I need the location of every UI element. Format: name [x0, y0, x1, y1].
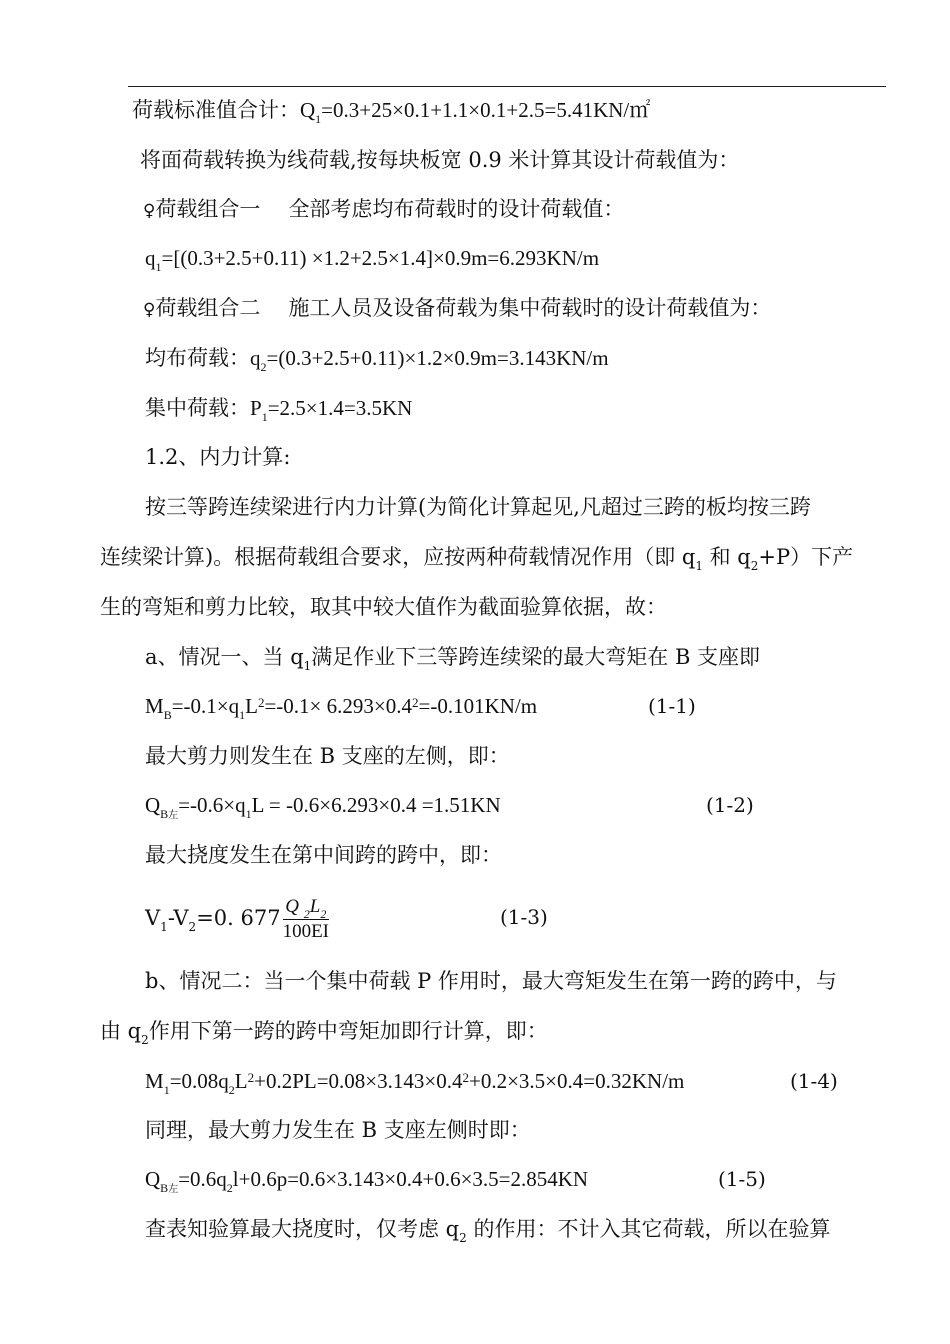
section-heading: 1.2、内力计算:: [145, 445, 291, 469]
paragraph-line: 按三等跨连续梁进行内力计算(为简化计算起见,凡超过三跨的板均按三跨: [145, 495, 811, 519]
equation-number: (1-2): [706, 793, 754, 817]
formula: $q_2=(0.3+2.5+0.11)\times 1.2\times 0.9m=3.143KN/m$: [250, 346, 609, 374]
equation-number: (1-5): [718, 1167, 766, 1191]
qb-formula-2: $Q_{B左}=0.6q_2l+0.6p=0.6\times 3.143\times 0.4+0.6\times 3.5=2.854KN$: [145, 1167, 589, 1195]
combination-desc: 施工人员及设备荷载为集中荷载时的设计荷载值为：: [288, 296, 772, 320]
load-total-line: [132, 96, 650, 124]
qb-formula: $Q_{B左}=-0.6\times q_1L = -0.6\times 6.293\times 0.4 =1.51KN$: [145, 793, 501, 821]
same-reason-line: 同理，最大剪力发生在 B 支座左侧时即：: [145, 1118, 531, 1142]
m1-formula: $M_1=0.08q_2L^2+0.2PL=0.08\times 3.143\times 0.4^2+0.2\times 3.5\times 0.4=0.32KN/m$: [145, 1069, 685, 1097]
load-combination-2: [143, 294, 771, 324]
paragraph-line: 生的弯矩和剪力比较，取其中较大值作为截面验算依据，故：: [100, 595, 667, 619]
label: 均布荷载：: [145, 346, 250, 370]
fraction: $\frac{Q _2L_2}{100EI}$: [282, 896, 330, 942]
lookup-line: 查表知验算最大挠度时，仅考虑 $q_2$ 的作用：不计入其它荷载，所以在验算: [145, 1217, 831, 1245]
combination-title: 荷载组合一: [155, 197, 261, 221]
bullet-icon: ♀: [143, 201, 156, 221]
equation-number: (1-1): [648, 694, 696, 718]
bullet-icon: ♀: [143, 300, 156, 320]
load-combination-1: [143, 195, 624, 225]
header-rule: [128, 86, 886, 87]
combination-desc: 全部考虑均布荷载时的设计荷载值：: [288, 197, 625, 221]
case-two-line: b、情况二：当一个集中荷载 P 作用时，最大弯矩发生在第一跨的跨中，与: [145, 969, 837, 993]
formula: $P_1=2.5\times 1.4=3.5KN$: [250, 396, 413, 424]
mb-formula: $M_B=-0.1\times q_1L^2=-0.1\times 6.293\times 0.4^2=-0.101KN/m$: [145, 694, 538, 722]
equation-number: (1-3): [500, 905, 548, 929]
formula: $Q_1=0.3+25\times 0.1+1.1\times 0.1+2.5=5.41KN/㎡$: [300, 98, 651, 126]
label: 荷载标准值合计：: [132, 98, 300, 122]
combination-title: 荷载组合二: [155, 296, 261, 320]
deflection-formula: $V_1-V_2=0$. 677 $\frac{Q _2L_2}{100EI}$: [145, 896, 330, 942]
label: 集中荷载：: [145, 396, 250, 420]
uniform-load-line: [145, 344, 609, 372]
case-two-cont: 由 $q_2$作用下第一跨的跨中弯矩加即行计算，即：: [100, 1019, 548, 1047]
case-one-line: a、情况一、当 $q_1$满足作业下三等跨连续梁的最大弯矩在 B 支座即: [145, 645, 761, 673]
conversion-line: 将面荷载转换为线荷载,按每块板宽 0.9 米计算其设计荷载值为：: [140, 148, 740, 172]
max-deflection-line: 最大挠度发生在第中间跨的跨中，即：: [145, 843, 502, 867]
concentrated-load-line: [145, 394, 412, 422]
equation-number: (1-4): [790, 1069, 838, 1093]
max-shear-line: 最大剪力则发生在 B 支座的左侧，即：: [145, 744, 510, 768]
q1-formula: $q_1=[(0.3+2.5+0.11) \times 1.2+2.5\times 1.4]\times 0.9m=6.293KN/m$: [145, 246, 600, 274]
paragraph-line: 连续梁计算)。根据荷载组合要求，应按两种荷载情况作用（即 $q_1$ 和 $q_2+P$）下产: [100, 545, 854, 573]
